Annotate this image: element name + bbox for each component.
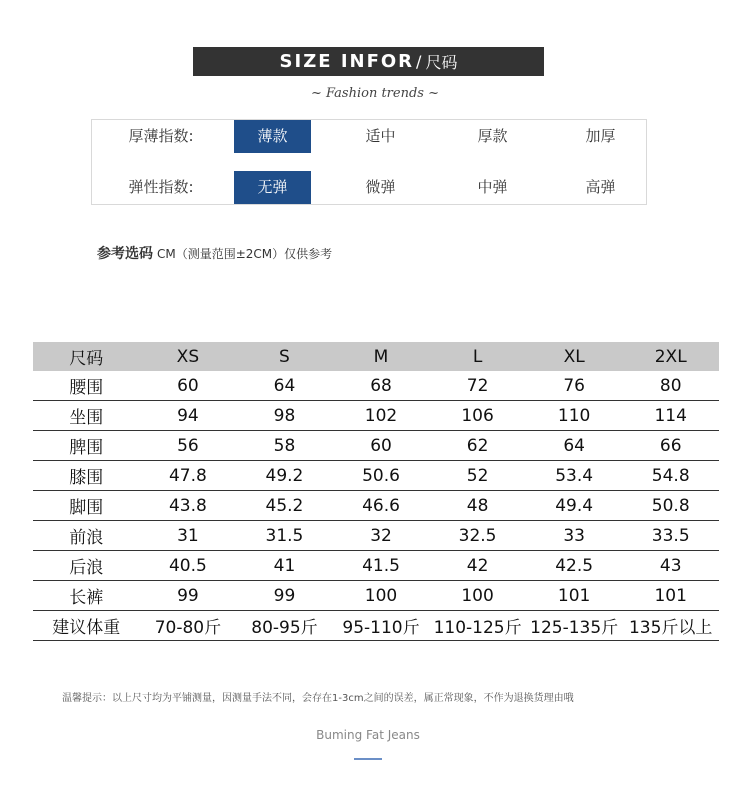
thickness-option-extra-thick: 加厚 (585, 127, 616, 145)
table-cell: 56 (140, 431, 237, 461)
table-cell: 101 (622, 581, 719, 611)
reference-heading: 参考选码 (97, 246, 153, 262)
elasticity-option-high: 高弹 (585, 178, 616, 196)
table-cell: 32.5 (429, 521, 526, 551)
size-chart-table (33, 342, 719, 641)
table-cell: 32 (333, 521, 430, 551)
table-cell: 99 (236, 581, 333, 611)
table-header-row (33, 342, 719, 371)
table-row (33, 611, 719, 641)
table-cell: 33 (526, 521, 623, 551)
table-cell: 102 (333, 401, 430, 431)
elasticity-row (92, 171, 646, 204)
table-cell: 腰围 (33, 371, 140, 401)
footer-accent-line (354, 758, 382, 760)
table-cell: 52 (429, 461, 526, 491)
thickness-row (92, 120, 646, 153)
table-cell: 31 (140, 521, 237, 551)
column-header: XS (140, 342, 237, 371)
elasticity-option-slight: 微弹 (365, 178, 396, 196)
table-cell: 68 (333, 371, 430, 401)
table-cell: 80 (622, 371, 719, 401)
table-cell: 48 (429, 491, 526, 521)
table-row (33, 491, 719, 521)
table-cell: 60 (333, 431, 430, 461)
measurement-tip: 温馨提示：以上尺寸均为平铺测量，因测量手法不同，会存在1-3cm之间的误差，属正常现象，不作为退换货理由哦 (62, 693, 574, 704)
reference-detail: CM（测量范围±2CM）仅供参考 (157, 247, 333, 261)
table-cell: 95-110斤 (333, 611, 430, 641)
table-cell: 70-80斤 (140, 611, 237, 641)
fashion-trends-subtitle: ~ Fashion trends ~ (311, 86, 439, 101)
table-cell: 110-125斤 (429, 611, 526, 641)
table-row (33, 461, 719, 491)
table-cell: 50.8 (622, 491, 719, 521)
table-cell: 64 (236, 371, 333, 401)
table-cell: 33.5 (622, 521, 719, 551)
elasticity-option-medium: 中弹 (477, 178, 508, 196)
table-cell: 前浪 (33, 521, 140, 551)
attribute-panel (91, 119, 647, 205)
elasticity-label: 弹性指数: (128, 178, 194, 196)
table-cell: 40.5 (140, 551, 237, 581)
table-cell: 135斤以上 (622, 611, 719, 641)
table-cell: 54.8 (622, 461, 719, 491)
table-cell: 49.2 (236, 461, 333, 491)
table-cell: 膝围 (33, 461, 140, 491)
column-header: S (236, 342, 333, 371)
column-header: 2XL (622, 342, 719, 371)
table-cell: 41 (236, 551, 333, 581)
table-cell: 53.4 (526, 461, 623, 491)
thickness-label: 厚薄指数: (128, 127, 194, 145)
elasticity-option-none: 无弹 (234, 171, 311, 204)
table-cell: 41.5 (333, 551, 430, 581)
size-info-title-bar (193, 47, 544, 76)
table-row (33, 521, 719, 551)
table-cell: 建议体重 (33, 611, 140, 641)
table-row (33, 431, 719, 461)
table-cell: 125-135斤 (526, 611, 623, 641)
table-cell: 98 (236, 401, 333, 431)
table-cell: 64 (526, 431, 623, 461)
table-cell: 50.6 (333, 461, 430, 491)
reference-note (97, 243, 332, 263)
table-row (33, 401, 719, 431)
title-chinese: 尺码 (425, 53, 458, 72)
table-cell: 长裤 (33, 581, 140, 611)
table-row (33, 371, 719, 401)
table-cell: 62 (429, 431, 526, 461)
table-cell: 42.5 (526, 551, 623, 581)
table-cell: 46.6 (333, 491, 430, 521)
table-cell: 坐围 (33, 401, 140, 431)
table-cell: 110 (526, 401, 623, 431)
table-cell: 114 (622, 401, 719, 431)
table-cell: 80-95斤 (236, 611, 333, 641)
table-cell: 43 (622, 551, 719, 581)
column-header: M (333, 342, 430, 371)
table-row (33, 551, 719, 581)
table-cell: 47.8 (140, 461, 237, 491)
table-cell: 58 (236, 431, 333, 461)
table-cell: 106 (429, 401, 526, 431)
thickness-option-thin: 薄款 (234, 120, 311, 153)
table-cell: 100 (333, 581, 430, 611)
table-cell: 后浪 (33, 551, 140, 581)
table-cell: 脾围 (33, 431, 140, 461)
table-cell: 100 (429, 581, 526, 611)
table-cell: 60 (140, 371, 237, 401)
column-header: 尺码 (33, 342, 140, 371)
title-english: SIZE INFOR (279, 51, 415, 72)
table-cell: 72 (429, 371, 526, 401)
table-cell: 42 (429, 551, 526, 581)
table-cell: 45.2 (236, 491, 333, 521)
thickness-option-medium: 适中 (365, 127, 396, 145)
table-row (33, 581, 719, 611)
column-header: XL (526, 342, 623, 371)
title-separator: / (416, 52, 422, 71)
column-header: L (429, 342, 526, 371)
table-cell: 101 (526, 581, 623, 611)
table-cell: 31.5 (236, 521, 333, 551)
brand-footer: Buming Fat Jeans (316, 728, 420, 742)
table-cell: 脚围 (33, 491, 140, 521)
table-cell: 49.4 (526, 491, 623, 521)
table-cell: 66 (622, 431, 719, 461)
table-cell: 43.8 (140, 491, 237, 521)
table-cell: 99 (140, 581, 237, 611)
thickness-option-thick: 厚款 (477, 127, 508, 145)
table-cell: 76 (526, 371, 623, 401)
table-cell: 94 (140, 401, 237, 431)
